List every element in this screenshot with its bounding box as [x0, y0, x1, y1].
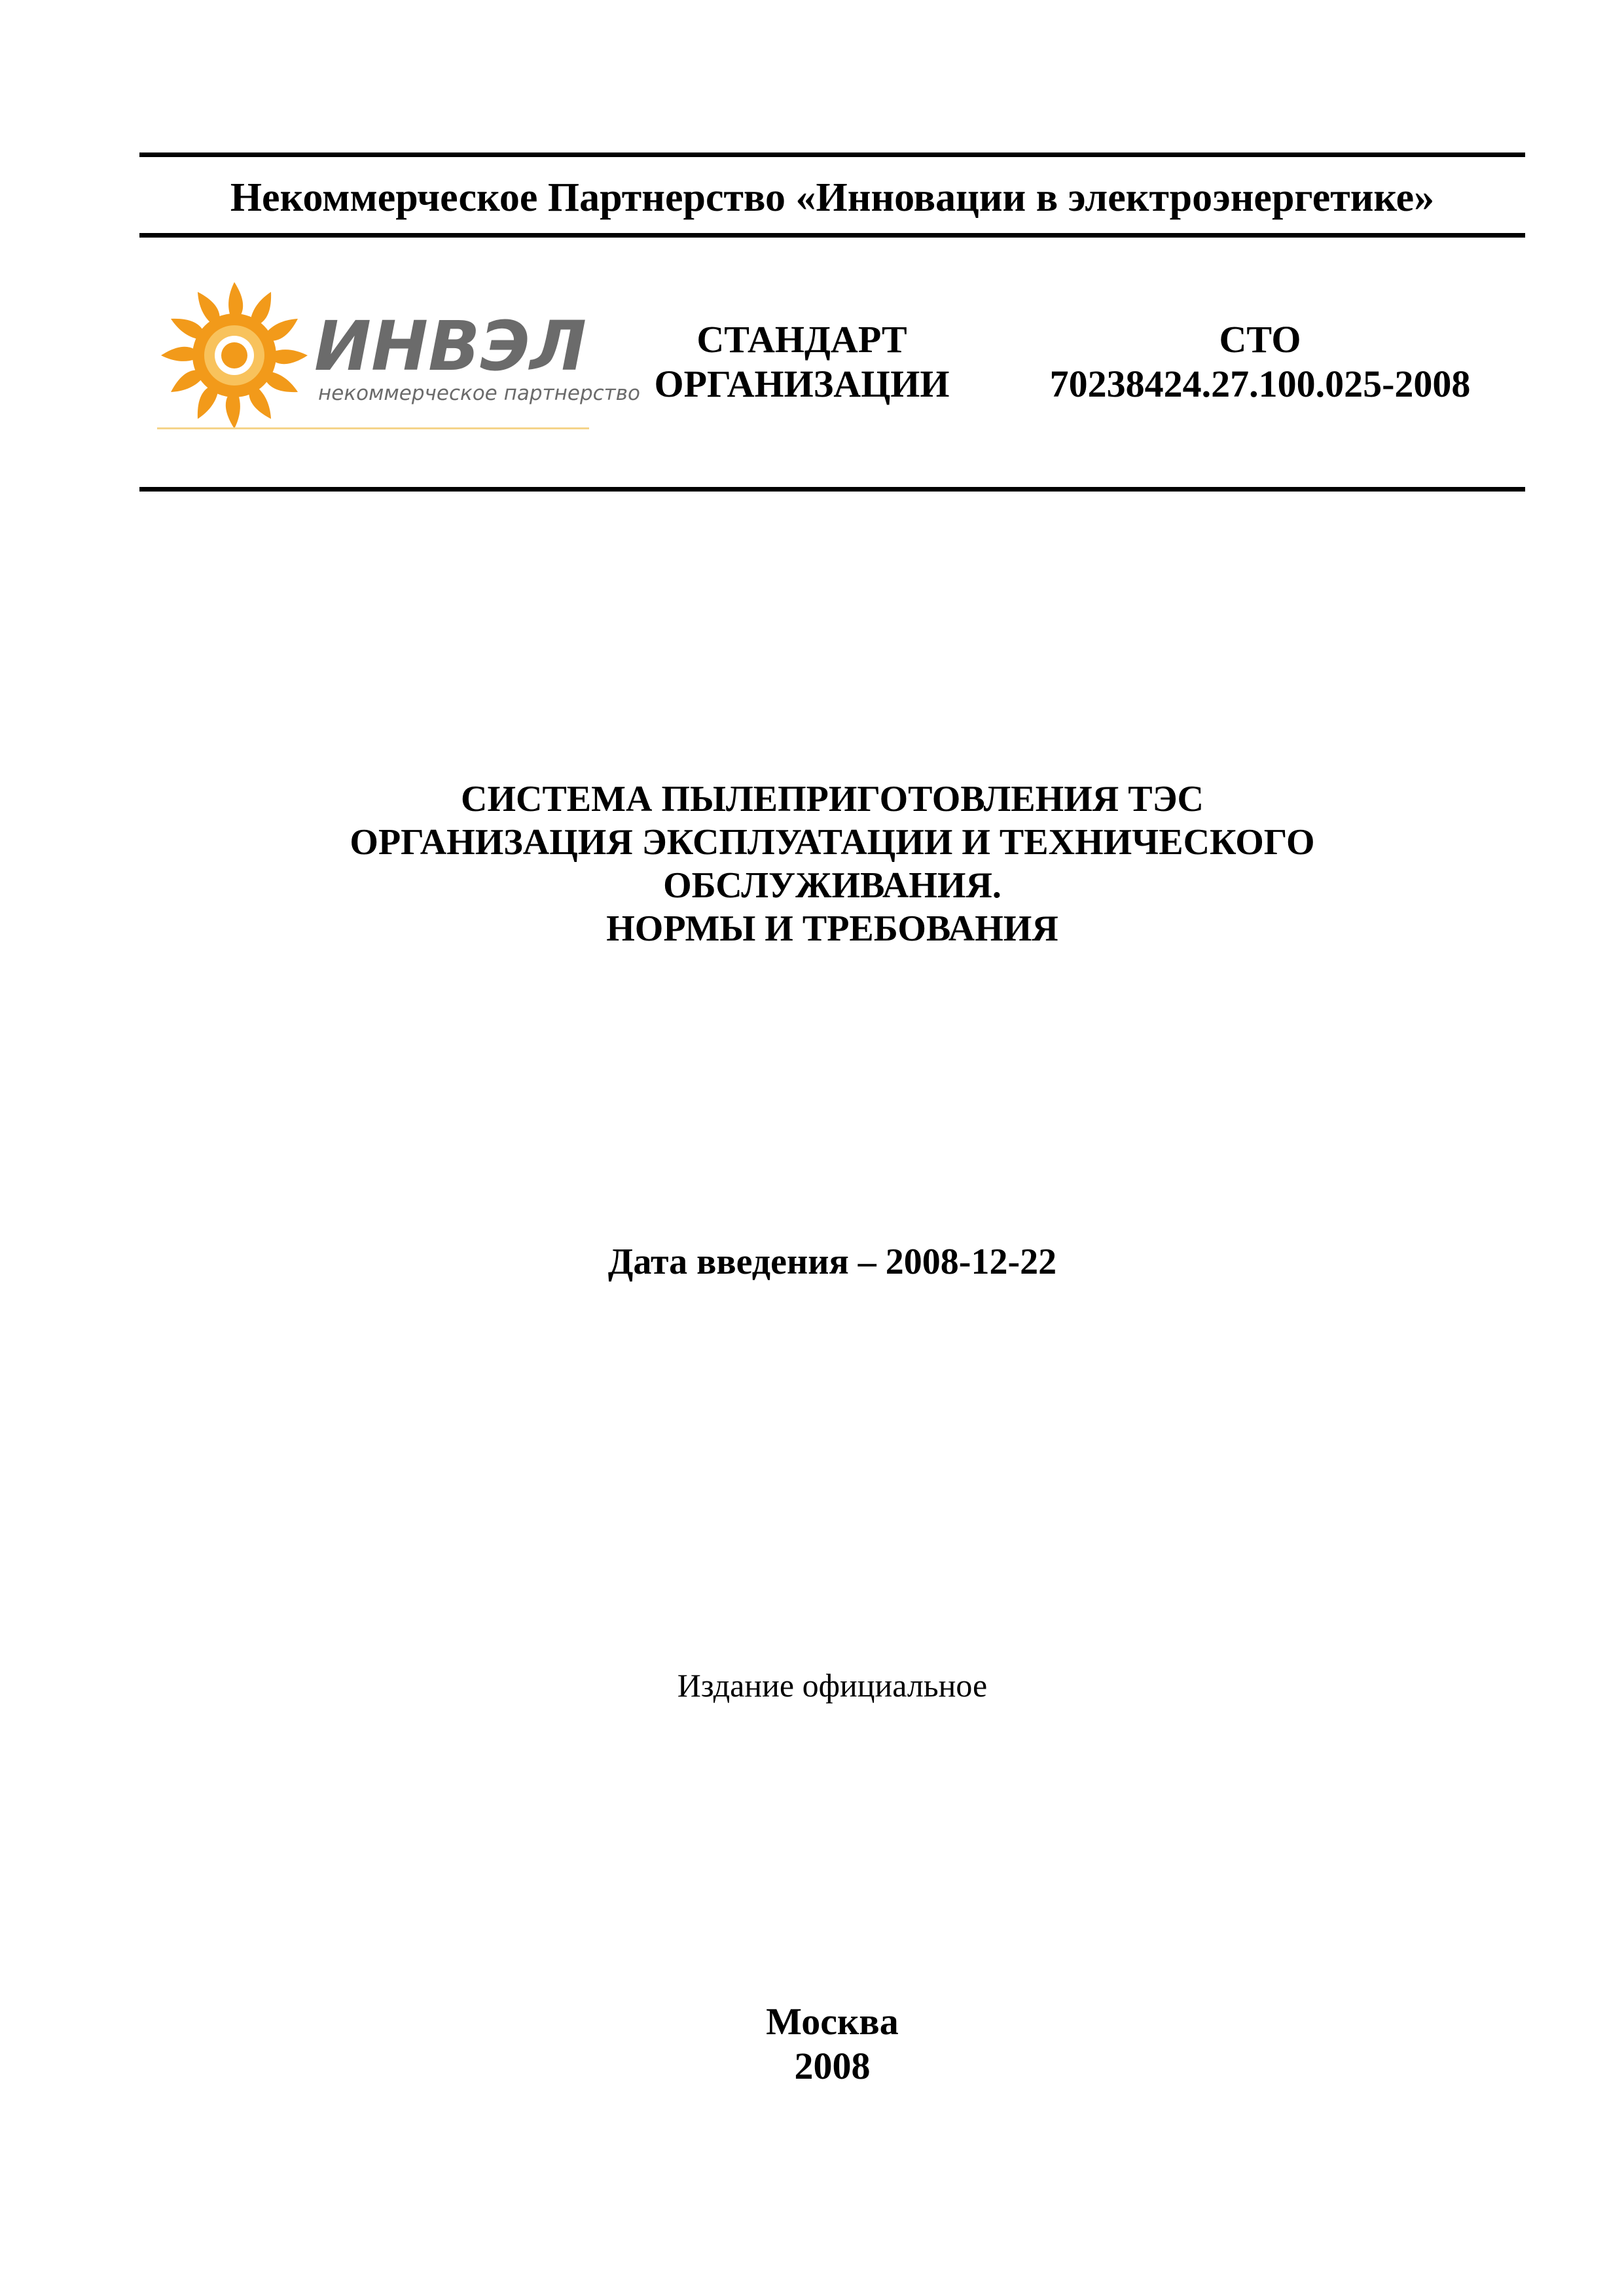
logo-underline: [157, 427, 589, 429]
standard-label-line1: СТАНДАРТ: [696, 318, 907, 361]
logo-wordmark: ИНВЭЛ: [314, 306, 587, 386]
title-line-2: ОРГАНИЗАЦИЯ ЭКСПЛУАТАЦИИ И ТЕХНИЧЕСКОГО: [350, 822, 1315, 863]
standard-label-line2: ОРГАНИЗАЦИИ: [654, 363, 950, 405]
top-rule: [139, 152, 1525, 157]
header-rule: [139, 233, 1525, 238]
introduction-date: Дата введения – 2008-12-22: [607, 1242, 1057, 1282]
standard-code-number: 70238424.27.100.025-2008: [1049, 363, 1471, 405]
title-line-4: НОРМЫ И ТРЕБОВАНИЯ: [606, 908, 1058, 949]
standard-code-prefix: СТО: [1219, 318, 1301, 361]
title-line-3: ОБСЛУЖИВАНИЯ.: [663, 865, 1001, 906]
logo-tagline: некоммерческое партнерство: [318, 382, 640, 405]
standard-code: [1021, 317, 1499, 406]
publication-place-year: [139, 2000, 1525, 2089]
document-title: [139, 778, 1525, 950]
publication-city: Москва: [766, 2000, 899, 2043]
organization-name: Некоммерческое Партнерство «Инновации в электроэнергетике»: [230, 175, 1435, 220]
invel-logo: [157, 278, 640, 442]
title-line-1: СИСТЕМА ПЫЛЕПРИГОТОВЛЕНИЯ ТЭС: [461, 779, 1204, 819]
sun-icon: [161, 282, 308, 429]
publication-year: 2008: [794, 2045, 871, 2087]
edition-note: Издание официальное: [677, 1667, 988, 1704]
standard-label: [625, 317, 979, 406]
header-bottom-rule: [139, 487, 1525, 492]
